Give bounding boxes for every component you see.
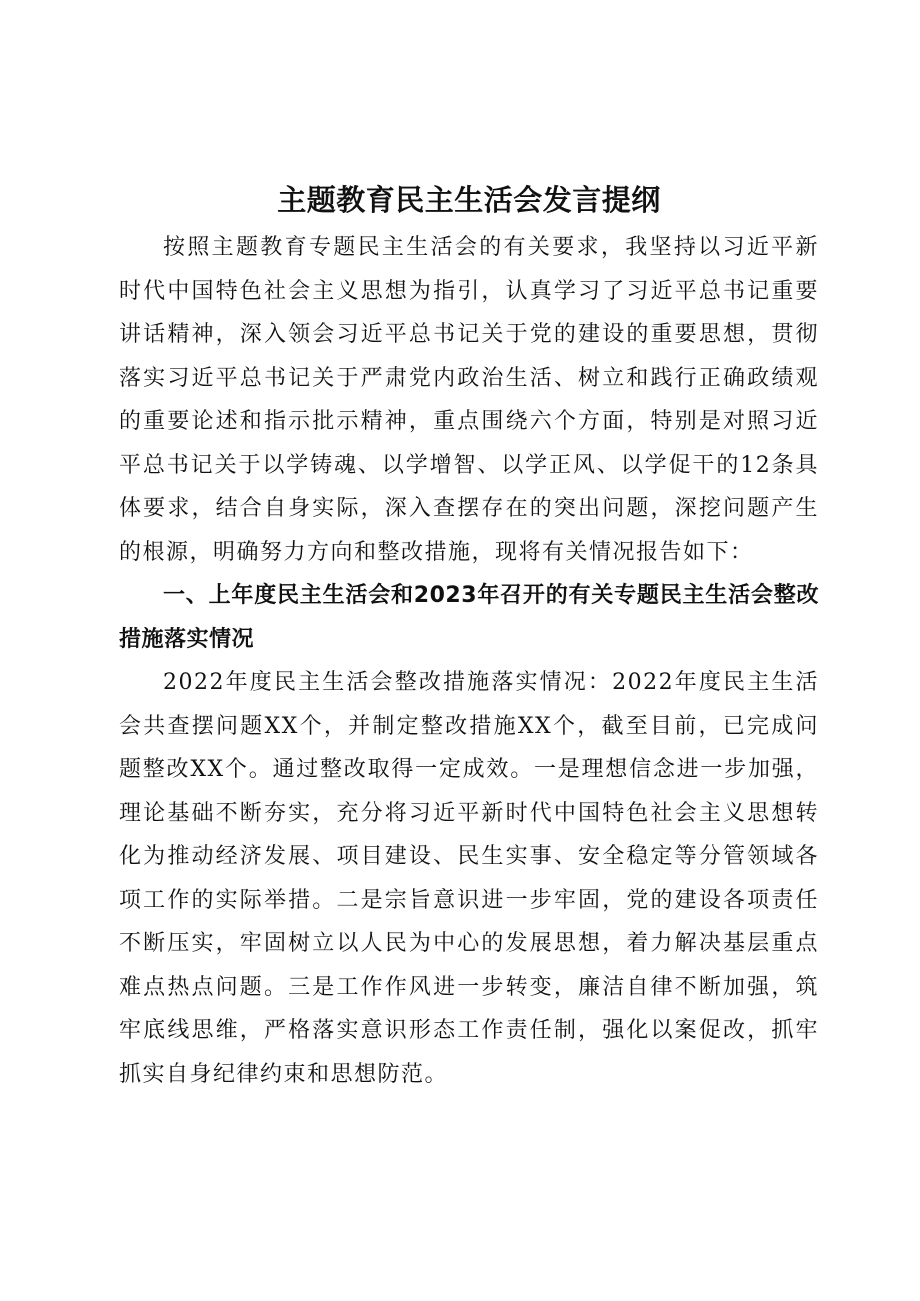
document-body — [119, 178, 819, 1096]
document-title: 主题教育民主生活会发言提纲 — [277, 183, 661, 217]
section-1-paragraph: 2022年度民主生活会整改措施落实情况：2022年度民主生活会共查摆问题XX个，并制定整改措施XX个，截至目前，已完成问题整改XX个。通过整改取得一定成效。一是理想信念进一步加强，理论基础不断夯实，充分将习近平新时代中国特色社会主义思想转化为推动经济发展、项目建设、民生实事、安全稳定等分管领域各项工作的实际举措。二是宗旨意识进一步牢固，党的建设各项责任不断压实，牢固树立以人民为中心的发展思想，着力解决基层重点难点热点问题。三是工作作风进一步转变，廉洁自律不断加强，筑牢底线思维，严格落实意识形态工作责任制，强化以案促改，抓牢抓实自身纪律约束和思想防范。 — [119, 670, 819, 1087]
intro-paragraph: 按照主题教育专题民主生活会的有关要求，我坚持以习近平新时代中国特色社会主义思想为指引，认真学习了习近平总书记重要讲话精神，深入领会习近平总书记关于党的建设的重要思想，贯彻落实习近平总书记关于严肃党内政治生活、树立和践行正确政绩观的重要论述和指示批示精神，重点围绕六个方面，特别是对照习近平总书记关于以学铸魂、以学增智、以学正风、以学促干的12条具体要求，结合自身实际，深入查摆存在的突出问题，深挖问题产生的根源，明确努力方向和整改措施，现将有关情况报告如下： — [119, 235, 819, 565]
section-heading-1: 一、上年度民主生活会和2023年召开的有关专题民主生活会整改措施落实情况 — [119, 583, 819, 652]
